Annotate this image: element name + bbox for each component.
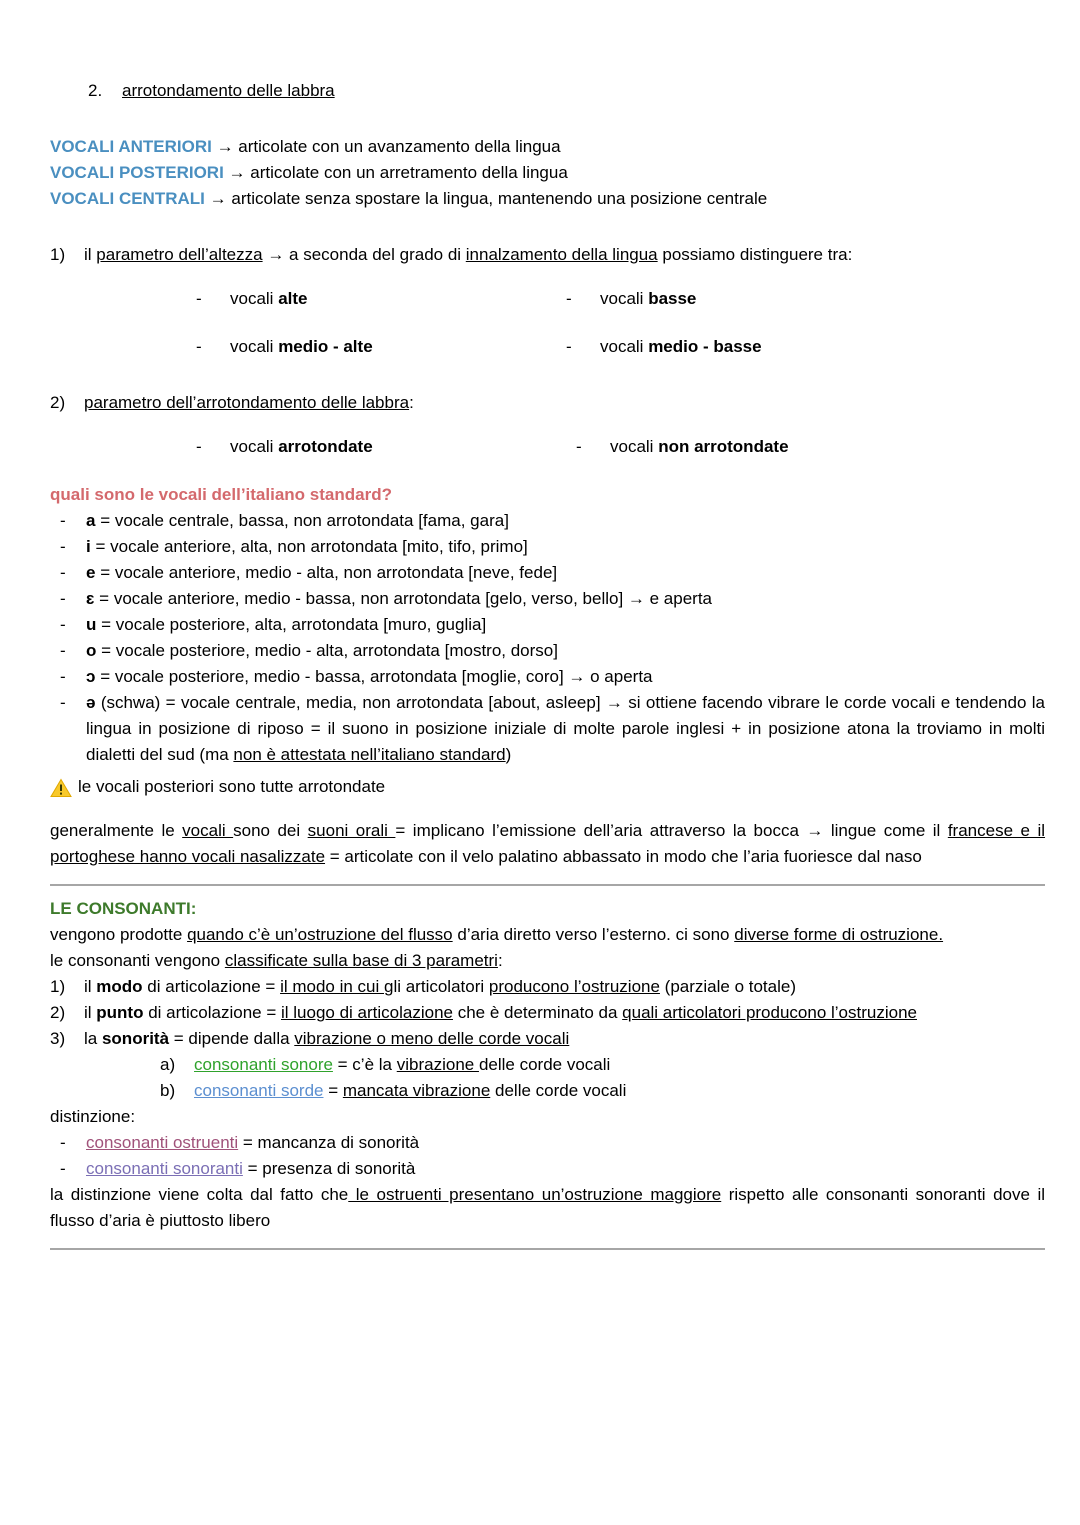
vowel-symbol: u	[86, 615, 97, 634]
parameter-list-rounding	[50, 390, 1045, 416]
p2: di articolazione =	[142, 977, 281, 996]
list-item-sonoranti	[50, 1156, 1045, 1182]
oral-u3: francese e il portoghese hanno vocali nasalizzate	[50, 821, 1046, 866]
final-u1: le ostruenti presentano un’ostruzione maggiore	[348, 1185, 722, 1204]
vowel-type-label: VOCALI POSTERIORI	[50, 163, 224, 182]
p3: gli articolatori	[384, 977, 489, 996]
list-item-parameter-2	[50, 390, 1045, 416]
dash-marker: -	[566, 337, 572, 356]
u1: il luogo di articolazione	[280, 1003, 453, 1022]
consonanti-sorde-link[interactable]: consonanti sorde	[194, 1081, 324, 1100]
consonanti-sonore-link[interactable]: consonanti sonore	[194, 1055, 333, 1074]
list-item-vowel	[50, 534, 1045, 560]
list-marker: 1)	[50, 977, 66, 996]
final-p2: rispetto alle consonanti sonoranti dove il flusso d’aria è piuttosto libero	[50, 1185, 1045, 1230]
label-bold: arrotondate	[278, 437, 373, 456]
label-bold: non arrotondate	[658, 437, 789, 456]
cons-intro-u2: diverse forme di ostruzione.	[734, 925, 944, 944]
p2: di articolazione =	[143, 1003, 281, 1022]
oral-p4: = articolate con il velo palatino abbassato in modo che l’aria fuoriesce dal naso	[325, 847, 922, 866]
arrow-icon: →	[228, 163, 246, 182]
vowel-symbol: ə	[86, 693, 96, 712]
p4: (parziale o totale)	[659, 977, 797, 996]
class-p2: :	[497, 951, 503, 970]
list-item-text: arrotondamento delle labbra	[122, 81, 335, 100]
vowel-symbol: i	[86, 537, 91, 556]
schwa-description-part1: (schwa) = vocale centrale, media, non arrotondata [about, asleep] → si ottiene facendo vibrare le corde vocali e tendendo la lingua in posizione di riposo = il suono in posizione iniziale di molte parole inglesi + in posizione atona la troviamo in molti dialetti del sud (ma	[86, 693, 1045, 764]
vowel-type-desc: articolate con un avanzamento della lingua	[238, 137, 561, 156]
vowel-type-row-centrali	[50, 186, 1045, 212]
list-item-parameter-1	[50, 242, 1045, 268]
label-plain: vocali	[600, 289, 649, 308]
warning-triangle-icon	[50, 778, 72, 798]
parameter-keyword: sonorità	[101, 1029, 170, 1048]
u1: il modo in cui	[280, 977, 384, 996]
u2: producono l’ostruzione	[488, 977, 660, 996]
p1: = c’è la	[332, 1055, 397, 1074]
list-marker: 2.	[88, 81, 103, 100]
dash-marker: -	[60, 667, 66, 686]
vowel-height-row-1	[196, 286, 1045, 312]
label-bold: basse	[648, 289, 697, 308]
schwa-underlined: non è attestata nell’italiano standard	[233, 745, 506, 764]
u1: vibrazione	[396, 1055, 479, 1074]
dash-marker: -	[60, 511, 66, 530]
dash-marker: -	[60, 537, 66, 556]
oral-p3: = implicano l’emissione dell’aria attraverso la bocca → lingue come il	[395, 821, 948, 840]
u1: vibrazione o meno delle corde vocali	[294, 1029, 570, 1048]
oral-p2: sono dei	[233, 821, 308, 840]
final-paragraph	[50, 1182, 1045, 1234]
dash-marker: -	[196, 337, 202, 356]
oral-u1: vocali	[182, 821, 234, 840]
distinction-label: distinzione:	[50, 1107, 136, 1126]
dash-marker: -	[60, 1159, 66, 1178]
vowel-type-desc: articolate con un arretramento della lingua	[250, 163, 568, 182]
vowel-description: = vocale posteriore, alta, arrotondata [muro, guglia]	[96, 615, 487, 634]
class-u1: classificate sulla base di 3 parametri	[224, 951, 498, 970]
distinction-text: = presenza di sonorità	[242, 1159, 416, 1178]
vowel-type-row-posteriori	[50, 160, 1045, 186]
p1: il	[84, 1003, 97, 1022]
arrow-icon: →	[209, 189, 227, 208]
label-plain: vocali	[600, 337, 649, 356]
vowel-description: = vocale anteriore, medio - bassa, non arrotondata [gelo, verso, bello] → e aperta	[94, 589, 713, 608]
label-plain: vocali	[230, 289, 279, 308]
consonant-parameter-list	[50, 974, 1045, 1052]
vowel-type-row-anteriori	[50, 134, 1045, 160]
list-item-sonority-b	[160, 1078, 1045, 1104]
consonants-intro-paragraph	[50, 922, 1045, 948]
list-item-consonant-parameter-3	[50, 1026, 1045, 1052]
param1-post: possiamo distinguere tra:	[657, 245, 853, 264]
section-divider-bottom	[50, 1248, 1045, 1250]
dash-marker: -	[576, 437, 582, 456]
document-content	[50, 78, 1045, 1250]
parameter-list-height	[50, 242, 1045, 268]
warning-text: le vocali posteriori sono tutte arrotondate	[78, 777, 386, 796]
classification-line	[50, 948, 1045, 974]
p1: =	[323, 1081, 343, 1100]
distinction-text: = mancanza di sonorità	[238, 1133, 420, 1152]
dash-marker: -	[60, 563, 66, 582]
p2: delle corde vocali	[490, 1081, 627, 1100]
p1: il	[84, 977, 97, 996]
consonanti-sonoranti-link[interactable]: consonanti sonoranti	[86, 1159, 243, 1178]
label-plain: vocali	[610, 437, 659, 456]
dash-marker: -	[60, 641, 66, 660]
list-marker: 1)	[50, 245, 66, 264]
oral-vowels-paragraph	[50, 818, 1045, 870]
arrow-icon: →	[216, 137, 234, 156]
cons-intro-p1: vengono prodotte	[50, 925, 188, 944]
vowel-symbol: ɛ	[86, 589, 95, 608]
vowel-description: = vocale centrale, bassa, non arrotondata [fama, gara]	[95, 511, 509, 530]
class-p1: le consonanti vengono	[50, 951, 225, 970]
list-item-vowel	[50, 664, 1045, 690]
dash-marker: -	[60, 615, 66, 634]
list-item-numbered-2	[88, 78, 1045, 104]
vowel-rounding-row-1	[196, 434, 1045, 460]
question-heading: quali sono le vocali dell’italiano standard?	[50, 485, 392, 504]
list-marker: 2)	[50, 1003, 66, 1022]
oral-p1: generalmente le	[50, 821, 183, 840]
list-marker: b)	[160, 1081, 176, 1100]
param1-underline-1: parametro dell’altezza	[96, 245, 263, 264]
vowel-description: = vocale anteriore, medio - alta, non arrotondata [neve, fede]	[95, 563, 558, 582]
list-item-ostruenti	[50, 1130, 1045, 1156]
param1-underline-2: innalzamento della lingua	[465, 245, 658, 264]
label-plain: vocali	[230, 437, 279, 456]
param2-post: :	[409, 393, 414, 412]
label-bold: medio - basse	[648, 337, 762, 356]
vowel-symbol: a	[86, 511, 96, 530]
list-item-vowel	[50, 586, 1045, 612]
dash-marker: -	[60, 589, 66, 608]
vowel-description: = vocale posteriore, medio - alta, arrotondata [mostro, dorso]	[96, 641, 558, 660]
p2: delle corde vocali	[478, 1055, 611, 1074]
parameter-keyword: punto	[96, 1003, 144, 1022]
p3: che è determinato da	[452, 1003, 623, 1022]
final-p1: la distinzione viene colta dal fatto che	[50, 1185, 349, 1204]
dash-marker: -	[566, 289, 572, 308]
p2: = dipende dalla	[169, 1029, 295, 1048]
distinction-list	[50, 1130, 1045, 1182]
dash-marker: -	[196, 289, 202, 308]
consonanti-ostruenti-link[interactable]: consonanti ostruenti	[86, 1133, 239, 1152]
vowel-height-row-2	[196, 334, 1045, 360]
list-marker: 3)	[50, 1029, 66, 1048]
p1: la	[84, 1029, 102, 1048]
sonority-sublist	[160, 1052, 1045, 1104]
list-item-sonority-a	[160, 1052, 1045, 1078]
dash-marker: -	[60, 1133, 66, 1152]
vowel-description: = vocale anteriore, alta, non arrotondata [mito, tifo, primo]	[90, 537, 528, 556]
warning-note	[50, 774, 1045, 800]
list-marker: 2)	[50, 393, 66, 412]
schwa-description-part2: )	[505, 745, 512, 764]
list-marker: a)	[160, 1055, 176, 1074]
list-item-consonant-parameter-2	[50, 1000, 1045, 1026]
list-item-vowel	[50, 508, 1045, 534]
label-bold: medio - alte	[278, 337, 373, 356]
cons-intro-u1: quando c’è un’ostruzione del flusso	[187, 925, 453, 944]
vowel-type-label: VOCALI ANTERIORI	[50, 137, 212, 156]
label-bold: alte	[278, 289, 308, 308]
consonants-heading: LE CONSONANTI:	[50, 899, 197, 918]
vowel-symbol: ɔ	[86, 667, 96, 686]
list-item-vowel	[50, 560, 1045, 586]
list-item-vowel	[50, 612, 1045, 638]
vowel-symbol: e	[86, 563, 96, 582]
param1-pre: il	[84, 245, 97, 264]
param2-underline-1: parametro dell’arrotondamento delle labbra	[84, 393, 410, 412]
vowel-type-label: VOCALI CENTRALI	[50, 189, 205, 208]
u1: mancata vibrazione	[342, 1081, 491, 1100]
list-item-vowel-schwa	[50, 690, 1045, 768]
vowel-description: = vocale posteriore, medio - bassa, arrotondata [moglie, coro] → o aperta	[95, 667, 653, 686]
dash-marker: -	[60, 693, 66, 712]
param1-mid: → a seconda del grado di	[262, 245, 466, 264]
vowel-definitions-list	[50, 508, 1045, 768]
vowel-type-desc: articolate senza spostare la lingua, mantenendo una posizione centrale	[231, 189, 768, 208]
u2: quali articolatori producono l’ostruzione	[622, 1003, 917, 1022]
list-item-consonant-parameter-1	[50, 974, 1045, 1000]
label-plain: vocali	[230, 337, 279, 356]
dash-marker: -	[196, 437, 202, 456]
parameter-keyword: modo	[96, 977, 143, 996]
cons-intro-p2: d’aria diretto verso l’esterno. ci sono	[452, 925, 735, 944]
oral-u2: suoni orali	[307, 821, 396, 840]
vowel-symbol: o	[86, 641, 97, 660]
list-item-vowel	[50, 638, 1045, 664]
